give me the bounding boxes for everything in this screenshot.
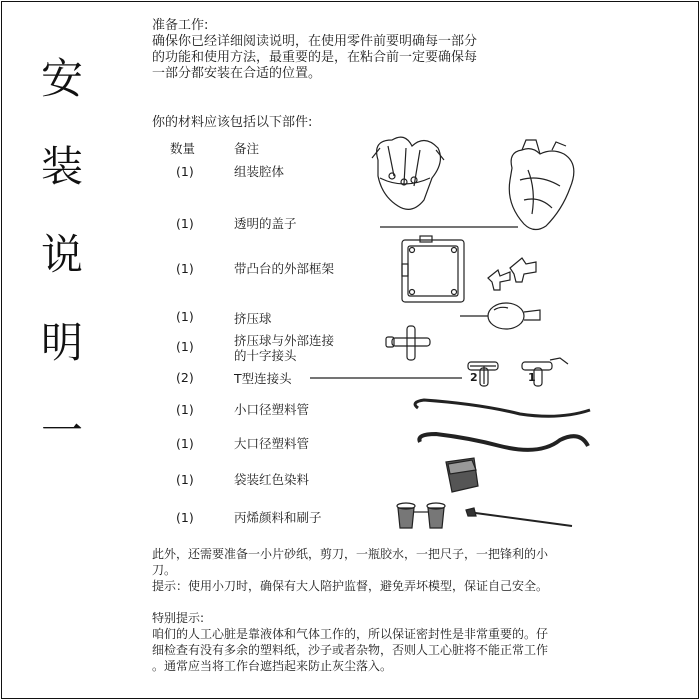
column-header-note: 备注 xyxy=(234,141,260,156)
dye-packet-illustration xyxy=(446,458,478,492)
part-qty: (2) xyxy=(176,370,194,385)
part-qty: (1) xyxy=(176,164,194,179)
column-header-qty: 数量 xyxy=(170,141,196,156)
part-name: 带凸台的外部框架 xyxy=(234,261,335,276)
part-qty: (1) xyxy=(176,472,194,487)
part-name: 挤压球与外部连接 xyxy=(234,333,335,348)
prep-heading: 准备工作: xyxy=(152,18,209,33)
part-qty: (1) xyxy=(176,216,194,231)
materials-heading: 你的材料应该包括以下部件: xyxy=(152,115,313,130)
part-name: 组装腔体 xyxy=(234,164,285,179)
special-heading: 特别提示: xyxy=(152,611,205,625)
prep-line: 一部分都安装在合适的位置。 xyxy=(152,66,322,81)
part-qty: (1) xyxy=(176,261,194,276)
extra-section xyxy=(152,546,612,594)
large-bore-tube-illustration xyxy=(419,434,588,450)
part-name: 透明的盖子 xyxy=(234,216,297,231)
paint-and-brush-illustration xyxy=(397,503,572,528)
vertical-title-char: 装 xyxy=(40,142,83,191)
assembled-chamber-illustration xyxy=(372,137,444,209)
part-qty: (1) xyxy=(176,436,194,451)
extra-line: 刀。 xyxy=(152,563,177,577)
t-connector-label: 1 xyxy=(528,371,536,384)
special-section xyxy=(152,610,612,674)
part-qty: (1) xyxy=(176,339,194,354)
part-name: 挤压球 xyxy=(234,311,272,326)
part-qty: (1) xyxy=(176,510,194,525)
part-name: 丙烯颜料和刷子 xyxy=(234,510,322,525)
frame-bosses-illustration xyxy=(488,258,536,290)
extra-line: 此外，还需要准备一小片砂纸，剪刀，一瓶胶水，一把尺子，一把锋利的小 xyxy=(152,547,549,561)
outer-frame-illustration xyxy=(402,236,464,302)
special-line: 。通常应当将工作台遮挡起来防止灰尘落入。 xyxy=(152,659,393,673)
vertical-title-char: 明 xyxy=(40,318,83,367)
extra-line: 提示：使用小刀时，确保有大人陪护监督，避免弄坏模型，保证自己安全。 xyxy=(152,579,549,593)
special-line: 细检查有没有多余的塑料纸，沙子或者杂物，否则人工心脏将不能正常工作 xyxy=(152,643,549,657)
t-connector-label: 2 xyxy=(470,371,478,384)
small-bore-tube-illustration xyxy=(415,400,590,416)
part-qty: (1) xyxy=(176,402,194,417)
prep-line: 确保你已经详细阅读说明，在使用零件前要明确每一部分 xyxy=(152,34,478,49)
squeeze-bulb-illustration xyxy=(488,303,540,329)
part-name: 小口径塑料管 xyxy=(234,402,310,417)
prep-line: 的功能和使用方法，最重要的是，在粘合前一定要确保每 xyxy=(152,50,478,65)
vertical-title-char: 安 xyxy=(40,54,83,103)
part-name: 大口径塑料管 xyxy=(234,436,310,451)
part-name: T型连接头 xyxy=(234,371,292,386)
special-line: 咱们的人工心脏是靠液体和气体工作的，所以保证密封性是非常重要的。仔 xyxy=(152,627,549,641)
part-name-line2: 的十字接头 xyxy=(234,348,297,363)
clear-cover-illustration xyxy=(509,140,574,230)
part-qty: (1) xyxy=(176,309,194,324)
vertical-title-char: 说 xyxy=(40,230,83,279)
cross-connector-illustration xyxy=(386,326,430,360)
part-name: 袋装红色染料 xyxy=(234,472,310,487)
vertical-title-char: 一 xyxy=(40,406,83,455)
